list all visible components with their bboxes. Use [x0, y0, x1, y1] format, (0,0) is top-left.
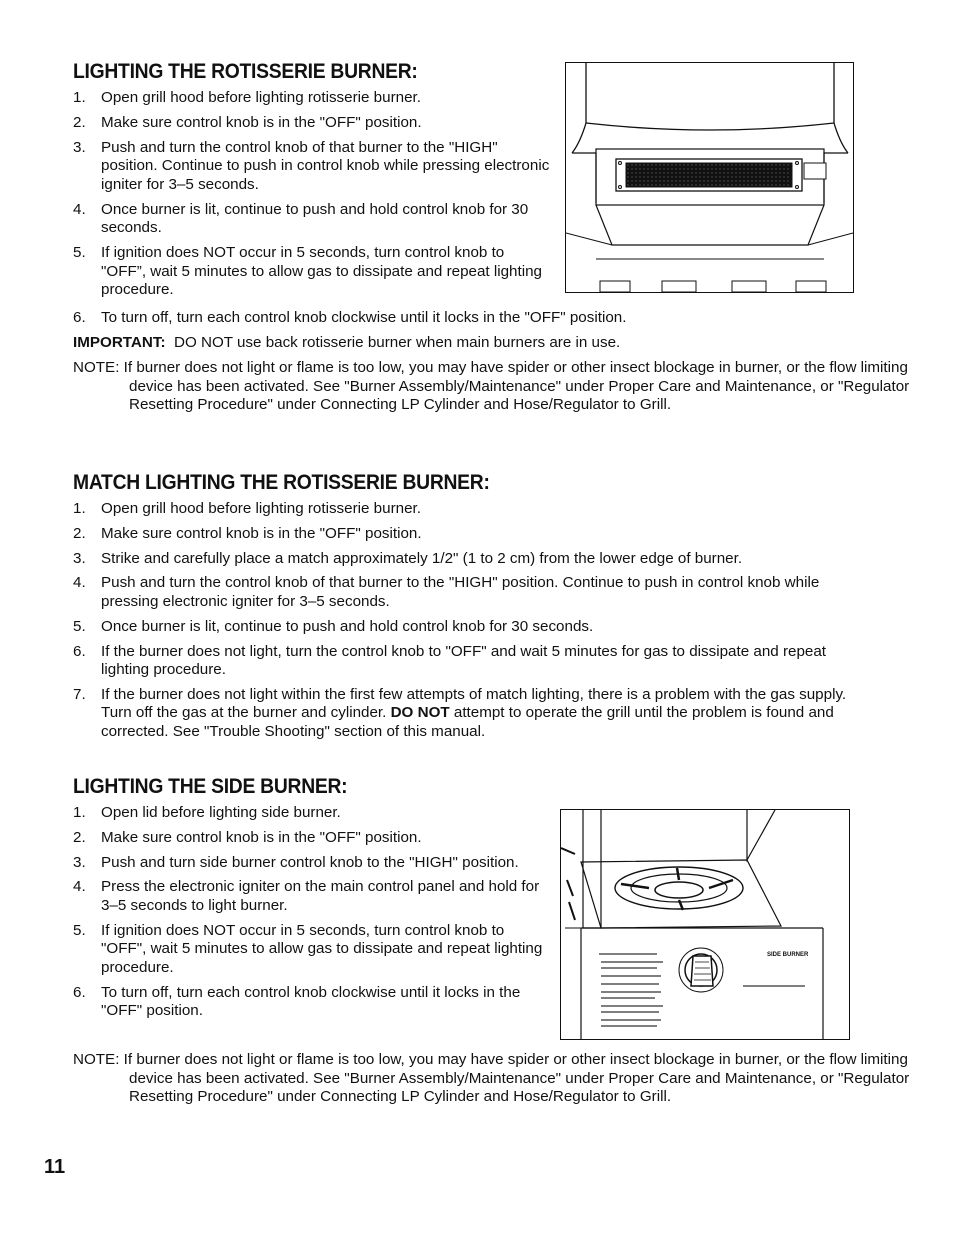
- list-item: 1. Open grill hood before lighting rotisserie burner.: [73, 500, 421, 517]
- list-item: 5. Once burner is lit, continue to push and hold control knob for 30 seconds.: [73, 617, 594, 635]
- note-rotisserie: NOTE: If burner does not light or flame is too low, you may have spider or other insect blockage in burner, or the flow limiting device has been activated. See "Burner Assembly/Maintenance" under Proper Care and Maintenance, or "Regulator Resetting Procedure" under Connecting LP Cylinder and Hose/Regulator to Grill.: [73, 359, 910, 414]
- list-item: 5. If ignition does NOT occur in 5 seconds, turn control knob to "OFF”, wait 5 minutes to allow gas to dissipate and repeat lighting procedure.: [73, 243, 542, 299]
- list-item: 1. Open lid before lighting side burner.: [73, 804, 341, 821]
- list-item: 7. If the burner does not light within the first few attempts of match lighting, there is a problem with the gas supply. Turn off the gas at the burner and cylinder. DO NOT attempt to operate the grill until the problem is found and corrected. See "Trouble Shooting" section of this manual.: [73, 685, 847, 741]
- list-item: 2. Make sure control knob is in the "OFF" position.: [73, 828, 422, 846]
- list-item: 6. To turn off, turn each control knob clockwise until it locks in the "OFF" position.: [73, 983, 521, 1020]
- list-item: 3. Strike and carefully place a match approximately 1/2" (1 to 2 cm) from the lower edge of burner.: [73, 549, 743, 567]
- rotisserie-steps-list-continued: [73, 309, 873, 334]
- section-title-rotisserie: LIGHTING THE ROTISSERIE BURNER:: [73, 60, 418, 83]
- important-notice: IMPORTANT: DO NOT use back rotisserie burner when main burners are in use.: [73, 334, 621, 351]
- list-item: 6. To turn off, turn each control knob clockwise until it locks in the "OFF" position.: [73, 309, 627, 326]
- list-item: 1. Open grill hood before lighting rotisserie burner.: [73, 89, 421, 106]
- section-title-match-lighting: MATCH LIGHTING THE ROTISSERIE BURNER:: [73, 471, 490, 494]
- side-burner-drawing: [561, 810, 849, 1039]
- match-lighting-steps-list: [73, 500, 863, 748]
- list-item: 3. Push and turn side burner control knob to the "HIGH" position.: [73, 853, 519, 871]
- rotisserie-burner-illustration: [565, 62, 854, 293]
- list-item: 3. Push and turn the control knob of that burner to the "HIGH" position. Continue to push in control knob while pressing electronic igniter for 3–5 seconds.: [73, 138, 550, 193]
- list-item: 4. Push and turn the control knob of that burner to the "HIGH" position. Continue to push in control knob while pressing electronic igniter for 3–5 seconds.: [73, 574, 820, 610]
- page-number: 11: [44, 1156, 66, 1178]
- rotisserie-steps-list: [73, 89, 553, 306]
- grill-hood-drawing: [566, 63, 853, 292]
- list-item: 2. Make sure control knob is in the "OFF" position.: [73, 524, 422, 542]
- section-title-side-burner: LIGHTING THE SIDE BURNER:: [73, 775, 348, 798]
- list-item: 5. If ignition does NOT occur in 5 seconds, turn control knob to "OFF", wait 5 minutes to allow gas to dissipate and repeat lighting procedure.: [73, 921, 543, 976]
- list-item: 4. Press the electronic igniter on the main control panel and hold for 3–5 seconds to light burner.: [73, 878, 540, 914]
- side-burner-label: SIDE BURNER: [767, 952, 809, 958]
- list-item: 6. If the burner does not light, turn the control knob to "OFF" and wait 5 minutes for gas to dissipate and repeat lighting procedure.: [73, 642, 827, 679]
- side-burner-illustration: [560, 809, 850, 1040]
- note-side-burner: NOTE: If burner does not light or flame is too low, you may have spider or other insect blockage in burner, or the flow limiting device has been activated. See "Burner Assembly/Maintenance" under Proper Care and Maintenance, or "Regulator Resetting Procedure" under Connecting LP Cylinder and Hose/Regulator to Grill.: [73, 1051, 910, 1106]
- list-item: 2. Make sure control knob is in the "OFF" position.: [73, 113, 422, 131]
- side-burner-steps-list: [73, 804, 551, 1027]
- list-item: 4. Once burner is lit, continue to push and hold control knob for 30 seconds.: [73, 200, 529, 237]
